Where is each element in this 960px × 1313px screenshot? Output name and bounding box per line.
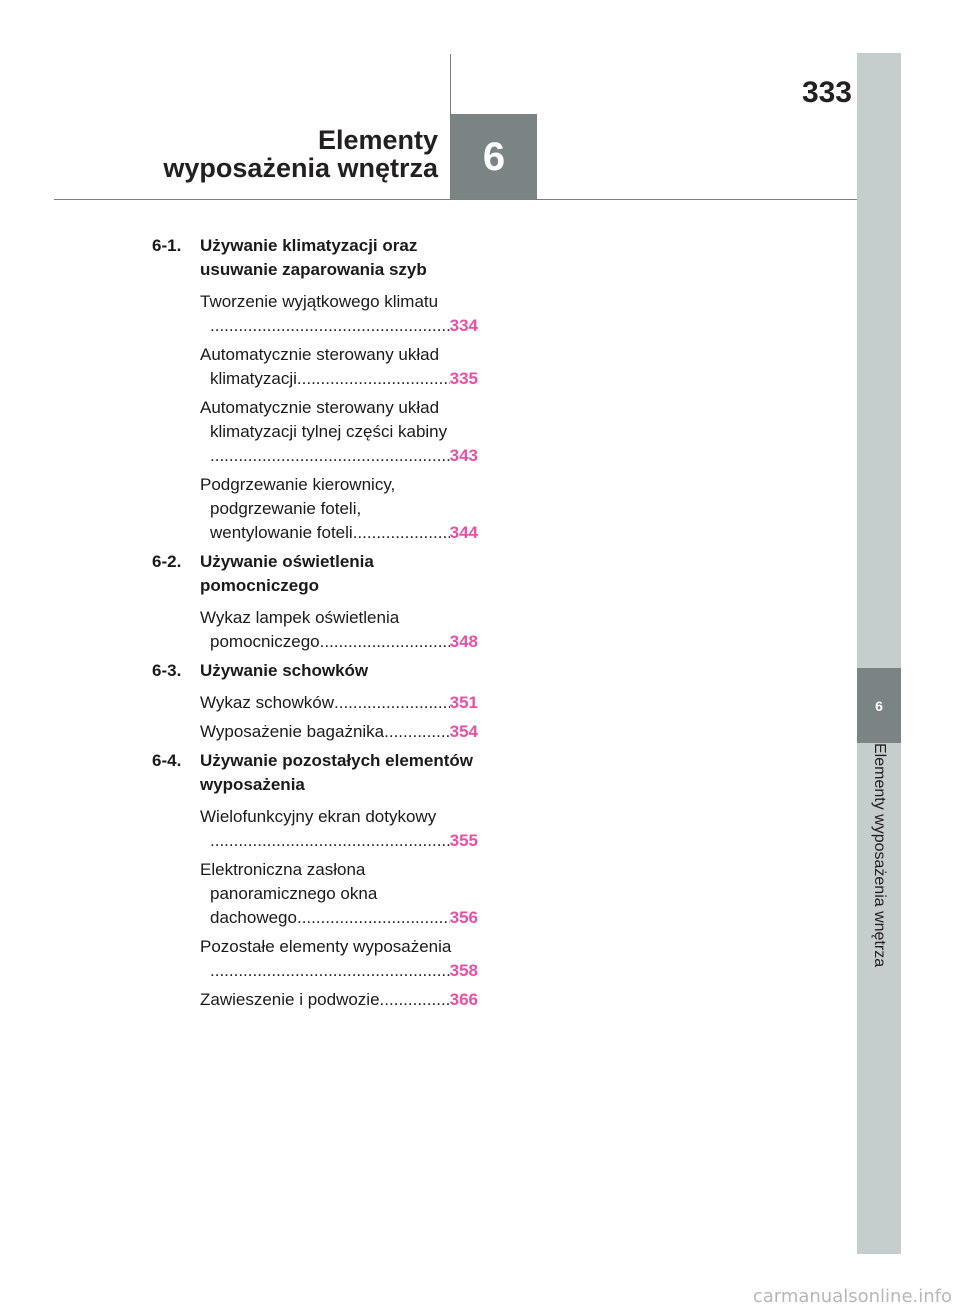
side-tab-number: 6 bbox=[857, 668, 901, 743]
entry-text: klimatyzacji tylnej części kabiny bbox=[210, 422, 448, 441]
page-reference[interactable]: 358 bbox=[449, 961, 478, 980]
page-number: 333 bbox=[801, 76, 852, 109]
dot-leader bbox=[297, 367, 450, 391]
entry-text: Automatycznie sterowany układ bbox=[200, 398, 440, 417]
side-tab-label: Elementy wyposażenia wnętrza bbox=[871, 743, 888, 968]
section-title: Używanie klimatyzacji oraz usuwanie zaparowania szyb bbox=[200, 236, 427, 279]
side-tab bbox=[857, 53, 901, 1254]
entry-text: Podgrzewanie kierownicy, bbox=[200, 475, 396, 494]
dot-leader bbox=[210, 959, 450, 983]
dot-leader bbox=[380, 988, 450, 1012]
header-horizontal-divider bbox=[54, 199, 857, 200]
entry-text: Wyposażenie bagażnika bbox=[200, 722, 385, 741]
chapter-title-line2: wyposażenia wnętrza bbox=[163, 153, 438, 183]
toc-section bbox=[152, 550, 478, 598]
dot-leader bbox=[353, 521, 450, 545]
dot-leader bbox=[320, 630, 450, 654]
entry-text: Wykaz schowków bbox=[200, 693, 334, 712]
toc-entry[interactable] bbox=[200, 473, 478, 545]
toc-entry[interactable] bbox=[200, 396, 478, 468]
entry-text: Automatycznie sterowany układ bbox=[200, 345, 440, 364]
page-reference[interactable]: 355 bbox=[449, 831, 478, 850]
entry-text: panoramicznego okna bbox=[210, 884, 378, 903]
entry-text: wentylowanie foteli bbox=[210, 523, 353, 542]
section-number: 6-4. bbox=[152, 751, 182, 770]
page-reference[interactable]: 343 bbox=[449, 446, 478, 465]
toc-entry[interactable] bbox=[200, 805, 478, 853]
toc-entry[interactable] bbox=[200, 988, 478, 1012]
chapter-number-box: 6 bbox=[451, 114, 537, 200]
entry-text: dachowego bbox=[210, 908, 297, 927]
toc-section bbox=[152, 234, 478, 282]
entry-text: pomocniczego bbox=[210, 632, 320, 651]
section-title: Używanie oświetlenia pomocniczego bbox=[200, 552, 374, 595]
dot-leader bbox=[297, 906, 450, 930]
dot-leader bbox=[210, 829, 450, 853]
page-reference[interactable]: 334 bbox=[449, 316, 478, 335]
entry-text: Pozostałe elementy wyposażenia bbox=[200, 937, 452, 956]
toc-entry[interactable] bbox=[200, 935, 478, 983]
toc-section bbox=[152, 659, 478, 683]
dot-leader bbox=[210, 444, 450, 468]
dot-leader bbox=[210, 314, 450, 338]
entry-text: Tworzenie wyjątkowego klimatu bbox=[200, 292, 439, 311]
page-reference[interactable]: 344 bbox=[449, 523, 478, 542]
entry-text: Elektroniczna zasłona bbox=[200, 860, 366, 879]
page-reference[interactable]: 351 bbox=[449, 693, 478, 712]
toc-entry[interactable] bbox=[200, 691, 478, 715]
page-reference[interactable]: 348 bbox=[449, 632, 478, 651]
toc-section bbox=[152, 749, 478, 797]
toc-entry[interactable] bbox=[200, 606, 478, 654]
dot-leader bbox=[384, 720, 449, 744]
section-number: 6-1. bbox=[152, 236, 182, 255]
page-reference[interactable]: 335 bbox=[449, 369, 478, 388]
page-reference[interactable]: 356 bbox=[449, 908, 478, 927]
chapter-title-line1: Elementy bbox=[317, 125, 438, 155]
section-number: 6-3. bbox=[152, 661, 182, 680]
watermark: carmanualsonline.info bbox=[752, 1286, 952, 1307]
entry-text: podgrzewanie foteli, bbox=[210, 499, 362, 518]
chapter-title bbox=[163, 126, 438, 182]
section-number: 6-2. bbox=[152, 552, 182, 571]
toc-entry[interactable] bbox=[200, 858, 478, 930]
entry-text: Zawieszenie i podwozie bbox=[200, 990, 380, 1009]
toc-entry[interactable] bbox=[200, 720, 478, 744]
page-reference[interactable]: 366 bbox=[449, 990, 478, 1009]
entry-text: Wielofunkcyjny ekran dotykowy bbox=[200, 807, 437, 826]
section-title: Używanie schowków bbox=[200, 661, 369, 680]
dot-leader bbox=[334, 691, 450, 715]
entry-text: Wykaz lampek oświetlenia bbox=[200, 608, 400, 627]
toc-entry[interactable] bbox=[200, 343, 478, 391]
page-reference[interactable]: 354 bbox=[449, 722, 478, 741]
section-title: Używanie pozostałych elementów wyposażenia bbox=[200, 751, 474, 794]
table-of-contents bbox=[152, 234, 478, 1017]
entry-text: klimatyzacji bbox=[210, 369, 297, 388]
toc-entry[interactable] bbox=[200, 290, 478, 338]
